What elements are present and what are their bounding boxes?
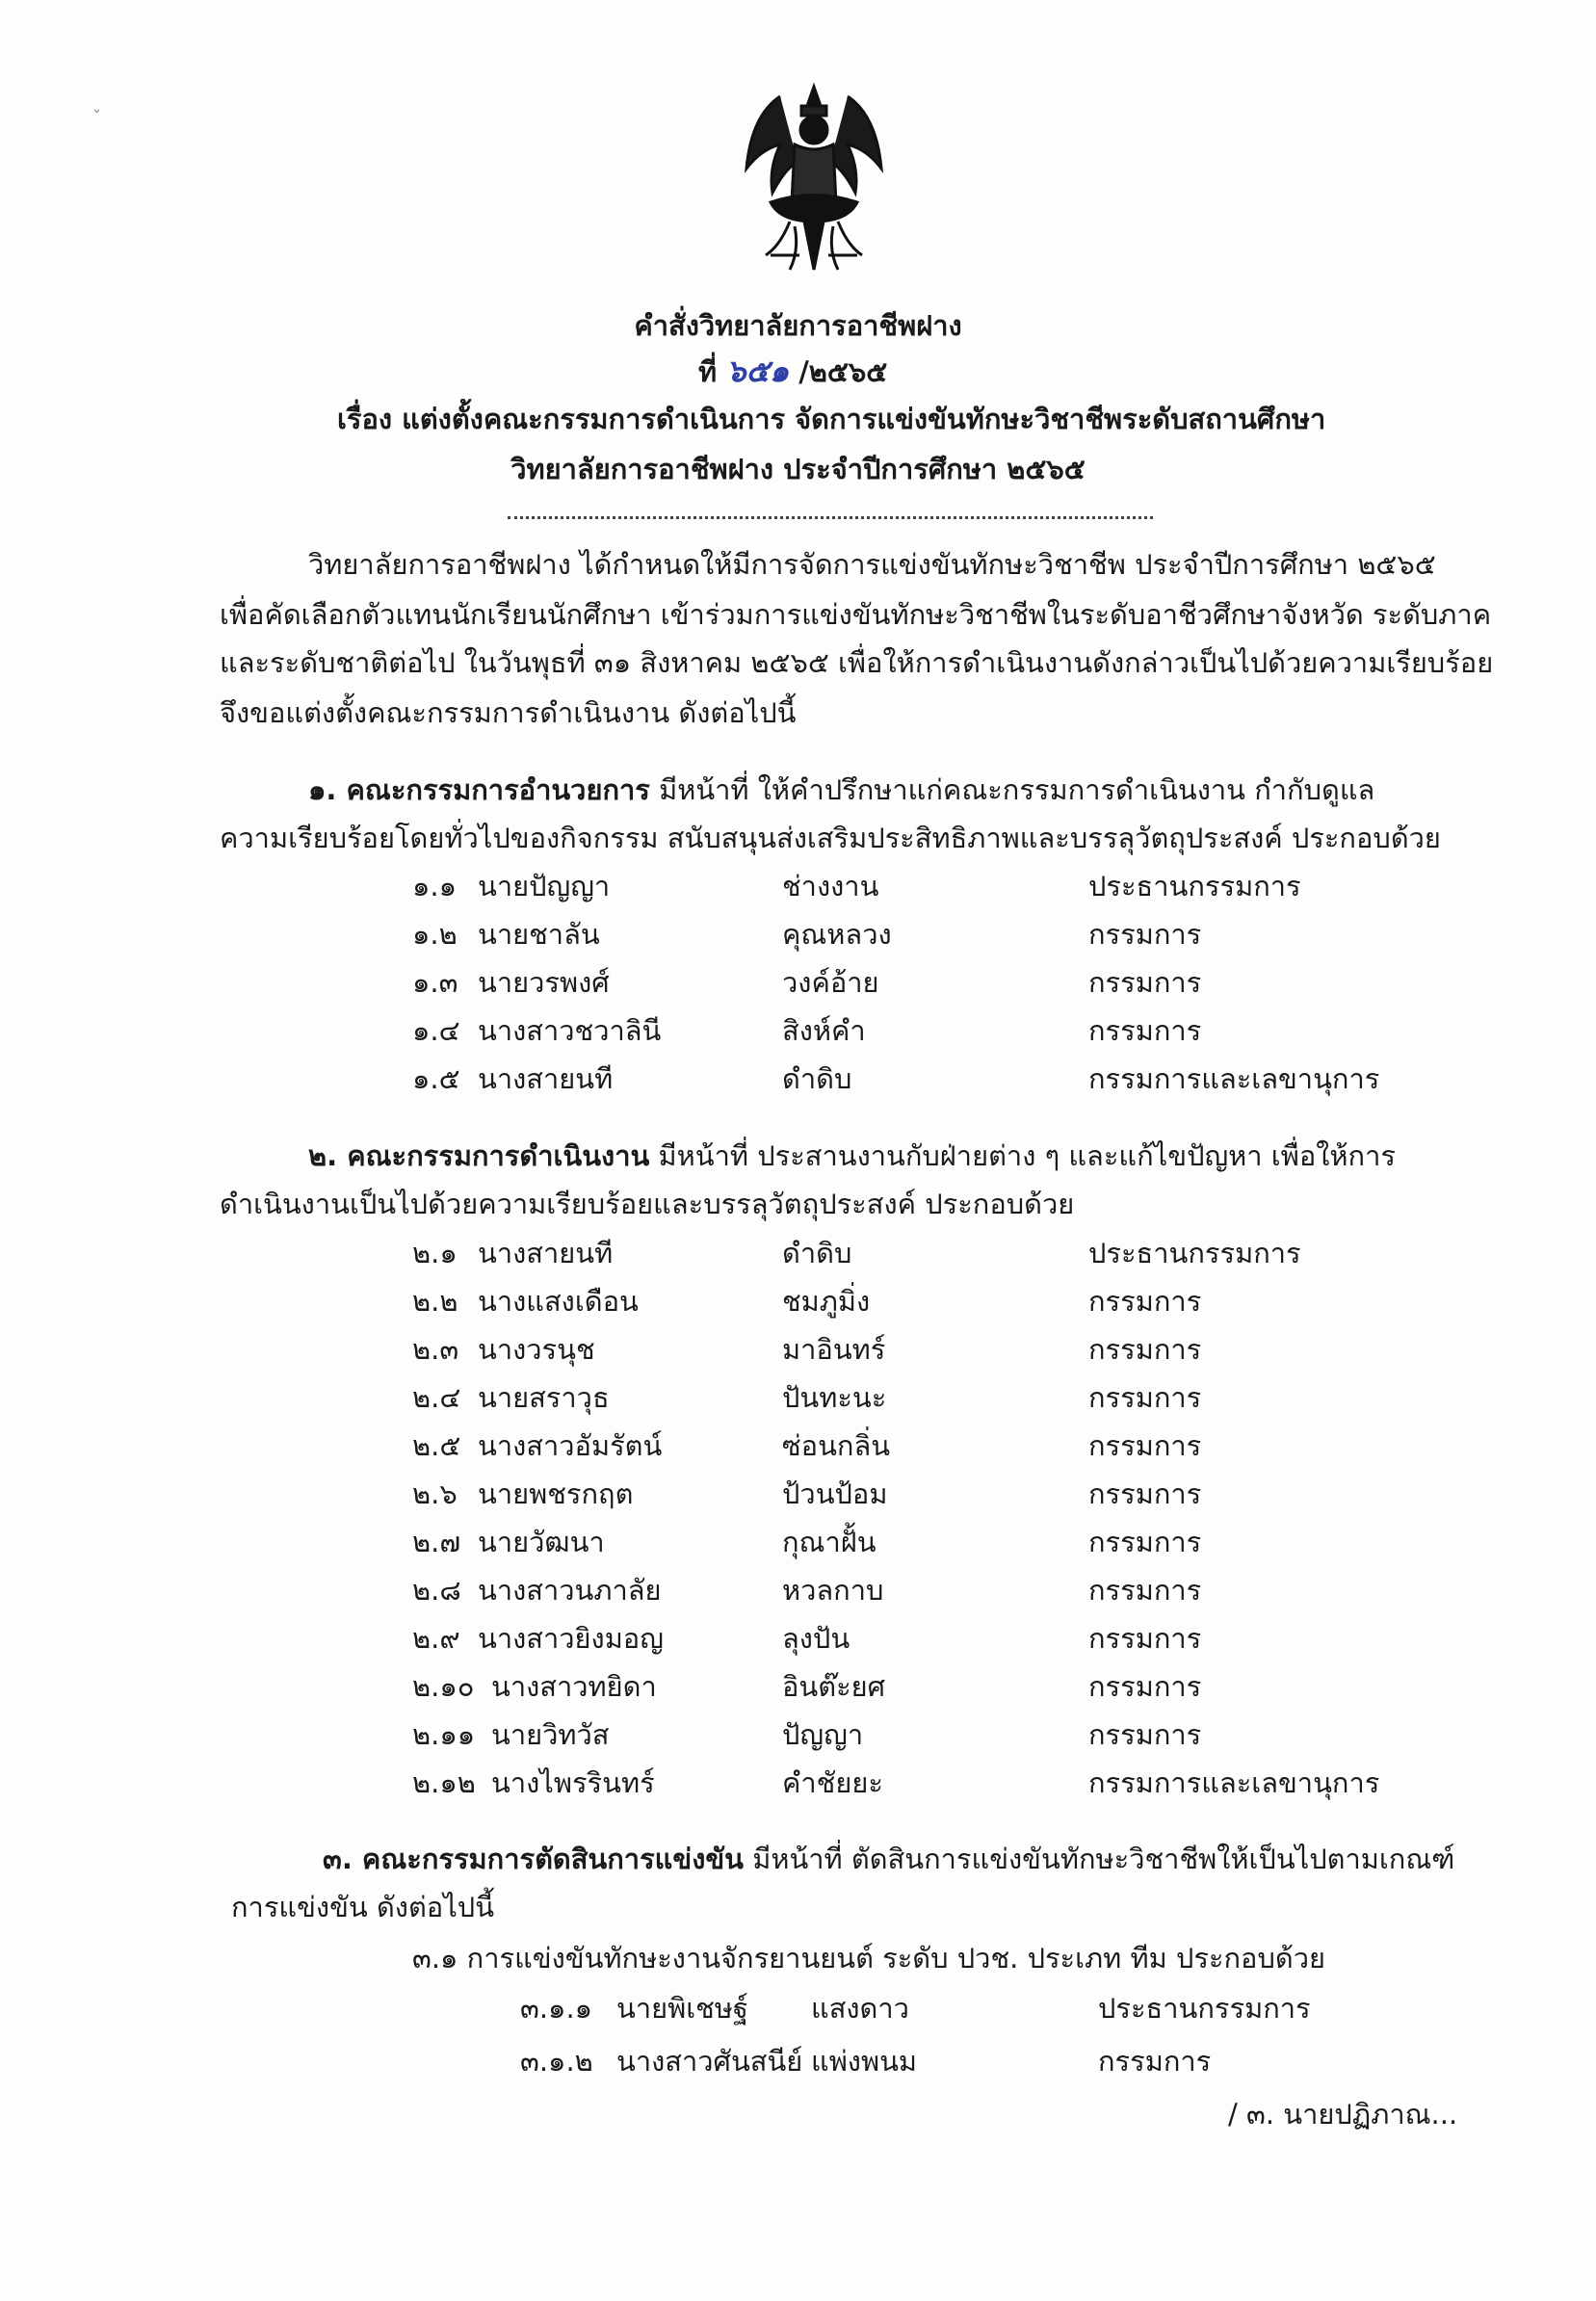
member-surname: ปัญญา bbox=[782, 1718, 864, 1751]
member-no: ๓.๑.๑ bbox=[520, 1992, 593, 2025]
member-name: นายสราวุธ bbox=[478, 1381, 610, 1414]
member-no: ๓.๑.๒ bbox=[520, 2045, 593, 2078]
member-role: กรรมการ bbox=[1088, 1381, 1202, 1414]
member-name: นางสาวทยิดา bbox=[491, 1670, 657, 1703]
member-no: ๒.๘ bbox=[412, 1574, 461, 1607]
member-name: นายพิเชษฐ์ bbox=[616, 1992, 748, 2025]
member-no: ๒.๕ bbox=[412, 1429, 461, 1462]
section3-duty-line2: การแข่งขัน ดังต่อไปนี้ bbox=[231, 1891, 495, 1923]
garuda-emblem-icon bbox=[713, 77, 915, 279]
member-surname: สิงห์คำ bbox=[782, 1014, 866, 1047]
member-surname: ลุงปัน bbox=[782, 1622, 850, 1655]
member-role: กรรมการ bbox=[1098, 2045, 1212, 2078]
member-surname: ปันทะนะ bbox=[782, 1381, 887, 1414]
order-subject-line2: วิทยาลัยการอาชีพฝาง ประจำปีการศึกษา ๒๕๖๕ bbox=[510, 453, 1086, 485]
member-surname: กุณาฝั้น bbox=[782, 1526, 876, 1558]
member-role: กรรมการ bbox=[1088, 918, 1202, 951]
section3-heading: ๓. คณะกรรมการตัดสินการแข่งขัน bbox=[323, 1843, 744, 1875]
section2-duty-line2: ดำเนินงานเป็นไปด้วยความเรียบร้อยและบรรลุวัตถุประสงค์ ประกอบด้วย bbox=[220, 1188, 1075, 1220]
member-role: กรรมการ bbox=[1088, 1718, 1202, 1751]
member-no: ๒.๑๒ bbox=[412, 1766, 476, 1799]
member-surname: คุณหลวง bbox=[782, 918, 892, 951]
member-surname: หวลกาบ bbox=[782, 1574, 884, 1607]
member-role: กรรมการ bbox=[1088, 1429, 1202, 1462]
member-role: กรรมการ bbox=[1088, 1574, 1202, 1607]
member-surname: ดำดิบ bbox=[782, 1062, 852, 1095]
member-role: กรรมการ bbox=[1088, 1285, 1202, 1318]
intro-line: เพื่อคัดเลือกตัวแทนนักเรียนนักศึกษา เข้าร่วมการแข่งขันทักษะวิชาชีพในระดับอาชีวศึกษาจังหวัด ระดับภาค bbox=[220, 598, 1492, 631]
member-surname: คำชัยยะ bbox=[782, 1766, 883, 1799]
member-name: นายชาลัน bbox=[478, 918, 600, 951]
section1-heading: ๑. คณะกรรมการอำนวยการ bbox=[308, 773, 650, 806]
intro-line: วิทยาลัยการอาชีพฝาง ได้กำหนดให้มีการจัดการแข่งขันทักษะวิชาชีพ ประจำปีการศึกษา ๒๕๖๕ bbox=[308, 548, 1436, 581]
scan-speck: ˇ bbox=[92, 108, 101, 128]
intro-line: และระดับชาติต่อไป ในวันพุธที่ ๓๑ สิงหาคม ๒๕๖๕ เพื่อให้การดำเนินงานดังกล่าวเป็นไปด้วยความเรียบร้อย bbox=[220, 646, 1494, 679]
member-surname: ชมภูมิ่ง bbox=[782, 1285, 871, 1318]
member-role: กรรมการ bbox=[1088, 1477, 1202, 1510]
member-name: นางไพรรินทร์ bbox=[491, 1766, 655, 1799]
member-no: ๑.๕ bbox=[412, 1062, 460, 1095]
continuation-note: / ๓. นายปฏิภาณ... bbox=[1228, 2098, 1458, 2131]
member-role: กรรมการ bbox=[1088, 1333, 1202, 1366]
member-no: ๒.๑๐ bbox=[412, 1670, 475, 1703]
member-surname: วงค์อ้าย bbox=[782, 966, 879, 999]
member-role: กรรมการ bbox=[1088, 966, 1202, 999]
member-name: นางวรนุช bbox=[478, 1333, 595, 1366]
member-no: ๑.๒ bbox=[412, 918, 458, 951]
member-no: ๑.๔ bbox=[412, 1014, 460, 1047]
order-number-handwritten: ๖๕๑ bbox=[726, 353, 790, 389]
member-name: นางสาวอัมรัตน์ bbox=[478, 1429, 663, 1462]
member-name: นางสาวนภาลัย bbox=[478, 1574, 662, 1607]
section3-sub-heading: ๓.๑ การแข่งขันทักษะงานจักรยานยนต์ ระดับ ปวช. ประเภท ทีม ประกอบด้วย bbox=[412, 1942, 1325, 1974]
member-surname: อินต๊ะยศ bbox=[782, 1670, 886, 1703]
member-no: ๒.๒ bbox=[412, 1285, 458, 1318]
member-surname: ซ่อนกลิ่น bbox=[782, 1429, 891, 1462]
section3-duty-line1 bbox=[323, 1840, 1454, 1878]
member-no: ๒.๑๑ bbox=[412, 1718, 476, 1751]
member-role: กรรมการ bbox=[1088, 1670, 1202, 1703]
member-no: ๑.๑ bbox=[412, 870, 458, 902]
member-surname: แสงดาว bbox=[811, 1992, 909, 2025]
member-no: ๑.๓ bbox=[412, 966, 458, 999]
member-name: นางสายนที bbox=[478, 1062, 614, 1095]
member-role: ประธานกรรมการ bbox=[1088, 1237, 1301, 1269]
order-subject-line1: เรื่อง แต่งตั้งคณะกรรมการดำเนินการ จัดการแข่งขันทักษะวิชาชีพระดับสถานศึกษา bbox=[337, 403, 1326, 435]
member-role: ประธานกรรมการ bbox=[1088, 870, 1301, 902]
member-surname: ป้วนป้อม bbox=[782, 1477, 888, 1510]
member-name: นายวัฒนา bbox=[478, 1526, 605, 1558]
section1-duty-line2: ความเรียบร้อยโดยทั่วไปของกิจกรรม สนับสนุนส่งเสริมประสิทธิภาพและบรรลุวัตถุประสงค์ ประกอบด้วย bbox=[220, 822, 1441, 854]
member-role: ประธานกรรมการ bbox=[1098, 1992, 1311, 2025]
section1-duty-text: มีหน้าที่ ให้คำปรึกษาแก่คณะกรรมการดำเนินงาน กำกับดูแล bbox=[649, 773, 1375, 806]
member-surname: ดำดิบ bbox=[782, 1237, 852, 1269]
section2-heading: ๒. คณะกรรมการดำเนินงาน bbox=[308, 1139, 650, 1172]
member-no: ๒.๑ bbox=[412, 1237, 458, 1269]
member-no: ๒.๗ bbox=[412, 1526, 461, 1558]
section2-duty-text: มีหน้าที่ ประสานงานกับฝ่ายต่าง ๆ และแก้ไขปัญหา เพื่อให้การ bbox=[649, 1139, 1396, 1172]
member-name: นางสาวศันสนีย์ bbox=[616, 2045, 803, 2078]
divider-dotted bbox=[508, 516, 1153, 519]
member-surname: มาอินทร์ bbox=[782, 1333, 886, 1366]
member-name: นางแสงเดือน bbox=[478, 1285, 639, 1318]
member-no: ๒.๔ bbox=[412, 1381, 461, 1414]
order-number bbox=[698, 352, 887, 391]
section1-duty-line1 bbox=[308, 771, 1374, 809]
member-name: นายวิทวัส bbox=[491, 1718, 610, 1751]
member-name: นางสาวชวาลินี bbox=[478, 1014, 662, 1047]
member-name: นายวรพงศ์ bbox=[478, 966, 610, 999]
member-no: ๒.๖ bbox=[412, 1477, 458, 1510]
member-role: กรรมการ bbox=[1088, 1014, 1202, 1047]
member-surname: ช่างงาน bbox=[782, 870, 879, 902]
section2-duty-line1 bbox=[308, 1137, 1396, 1175]
member-surname: แพ่งพนม bbox=[811, 2045, 918, 2078]
member-role: กรรมการ bbox=[1088, 1526, 1202, 1558]
member-name: นายพชรกฤต bbox=[478, 1477, 634, 1510]
member-role: กรรมการ bbox=[1088, 1622, 1202, 1655]
order-number-year: /๒๕๖๕ bbox=[798, 355, 888, 388]
member-name: นางสาวยิงมอญ bbox=[478, 1622, 664, 1655]
member-no: ๒.๓ bbox=[412, 1333, 459, 1366]
intro-line: จึงขอแต่งตั้งคณะกรรมการดำเนินงาน ดังต่อไปนี้ bbox=[220, 696, 797, 729]
member-name: นางสายนที bbox=[478, 1237, 614, 1269]
order-title: คำสั่งวิทยาลัยการอาชีพฝาง bbox=[634, 309, 962, 342]
order-number-prefix: ที่ bbox=[698, 355, 718, 388]
section3-duty-text: มีหน้าที่ ตัดสินการแข่งขันทักษะวิชาชีพให้เป็นไปตามเกณฑ์ bbox=[744, 1843, 1455, 1875]
member-name: นายปัญญา bbox=[478, 870, 611, 902]
member-role: กรรมการและเลขานุการ bbox=[1088, 1062, 1380, 1095]
member-role: กรรมการและเลขานุการ bbox=[1088, 1766, 1380, 1799]
member-no: ๒.๙ bbox=[412, 1622, 460, 1655]
